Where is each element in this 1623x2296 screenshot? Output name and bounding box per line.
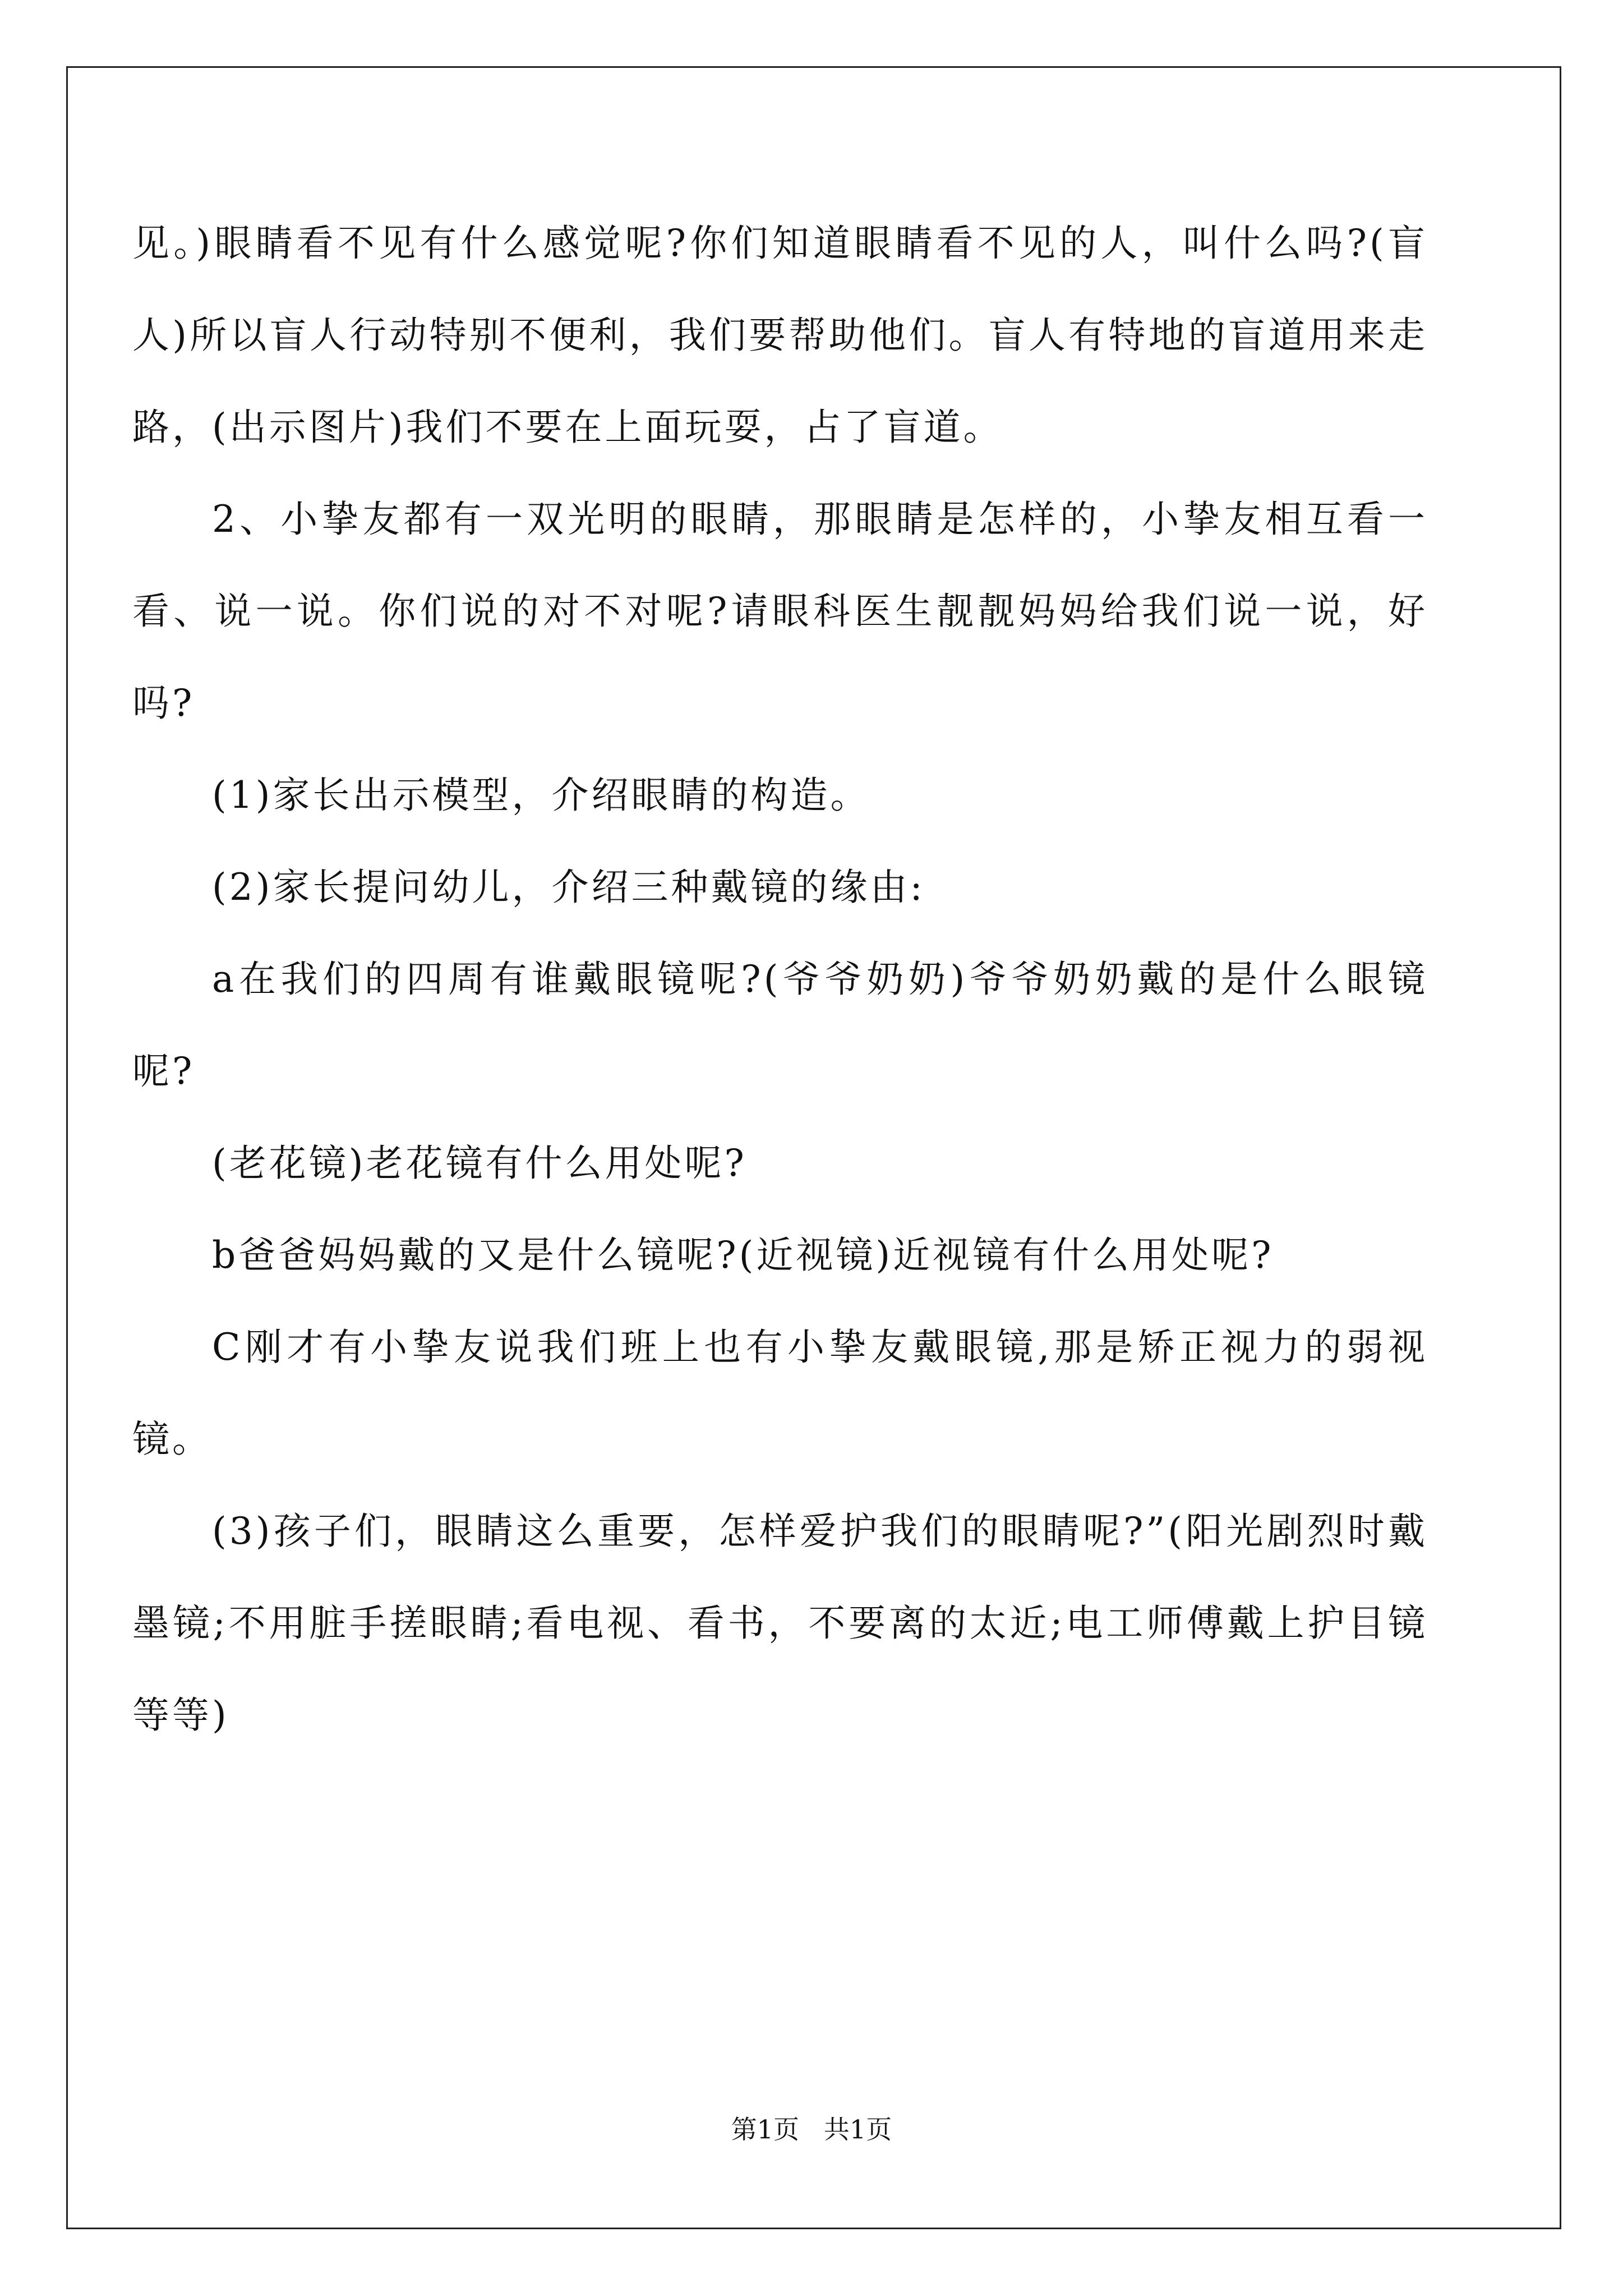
page-footer: 第1页 共1页 xyxy=(731,2114,892,2145)
paragraph: b爸爸妈妈戴的又是什么镜呢?(近视镜)近视镜有什么用处呢? xyxy=(212,1234,1274,1277)
paragraph: (1)家长出示模型，介绍眼睛的构造。 xyxy=(212,774,870,817)
paragraph: (2)家长提问幼儿，介绍三种戴镜的缘由: xyxy=(212,866,925,909)
paragraph: (老花镜)老花镜有什么用处呢? xyxy=(212,1142,747,1185)
paragraph: C刚才有小挚友说我们班上也有小挚友戴眼镜,那是矫正视力的弱视镜。 xyxy=(132,1326,1428,1461)
paragraph: 2、小挚友都有一双光明的眼睛，那眼睛是怎样的，小挚友相互看一看、说一说。你们说的对不对呢?请眼科医生靓靓妈妈给我们说一说，好吗? xyxy=(132,498,1428,725)
paragraph: (3)孩子们，眼睛这么重要，怎样爱护我们的眼睛呢?”(阳光剧烈时戴墨镜;不用脏手搓眼睛;看电视、看书，不要离的太近;电工师傅戴上护目镜等等) xyxy=(132,1510,1428,1737)
paragraph: 见。)眼睛看不见有什么感觉呢?你们知道眼睛看不见的人，叫什么吗?(盲人)所以盲人行动特别不便利，我们要帮助他们。盲人有特地的盲道用来走路，(出示图片)我们不要在上面玩耍，占了盲道。 xyxy=(132,222,1428,449)
paragraph: a在我们的四周有谁戴眼镜呢?(爷爷奶奶)爷爷奶奶戴的是什么眼镜呢? xyxy=(132,958,1428,1093)
document-body xyxy=(132,197,1428,1761)
